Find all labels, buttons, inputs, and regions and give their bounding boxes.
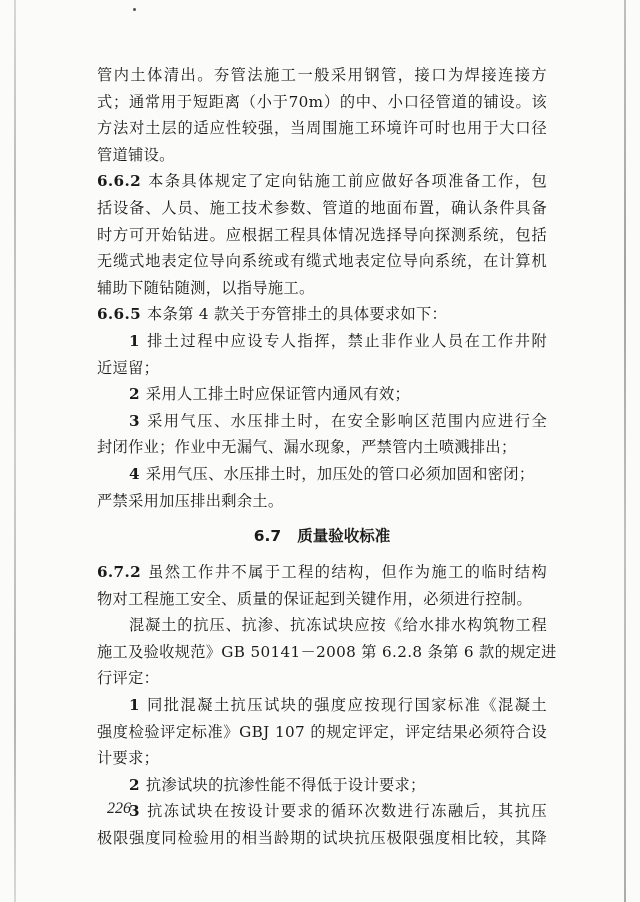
text-line (97, 719, 547, 746)
text-block-before-section (97, 62, 547, 514)
text-line (97, 665, 547, 692)
line-text: 抗冻试块在按设计要求的循环次数进行冻融后，其抗压 (145, 802, 547, 821)
line-text: 封闭作业；作业中无漏气、漏水现象，严禁管内土喷溅排出； (97, 438, 517, 457)
text-line (97, 798, 547, 825)
line-text: 计要求； (97, 749, 160, 768)
clause-number: 6.6.2 (97, 172, 142, 191)
text-line (97, 355, 547, 382)
clause-number: 1 (129, 696, 140, 715)
line-text: 本条具体规定了定向钻施工前应做好各项准备工作，包 (147, 172, 547, 191)
line-text: 极限强度同检验用的相当龄期的试块抗压极限强度相比较，其降 (97, 829, 547, 848)
text-line (97, 248, 547, 275)
text-line (97, 115, 547, 142)
page-body (97, 62, 557, 852)
text-line (97, 612, 547, 639)
text-line (97, 89, 547, 116)
line-text: 近逗留； (97, 358, 160, 377)
line-text: 括设备、人员、施工技术参数、管道的地面布置，确认条件具备 (97, 198, 547, 217)
text-line (97, 381, 547, 408)
line-text: 物对工程施工安全、质量的保证起到关键作用，必须进行控制。 (97, 589, 533, 608)
line-text: 强度检验评定标准》GBJ 107 的规定评定，评定结果必须符合设 (97, 722, 547, 741)
text-line (97, 301, 547, 328)
section-title: 质量验收标准 (297, 527, 391, 546)
text-line (97, 62, 547, 89)
line-text: 采用人工排土时应保证管内通风有效； (145, 385, 411, 404)
clause-number: 3 (129, 411, 140, 430)
page-left-edge (14, 0, 16, 902)
line-text: 采用气压、水压排土时，在安全影响区范围内应进行全 (145, 411, 547, 430)
line-text: 排土过程中应设专人指挥，禁止非作业人员在工作井附 (145, 331, 547, 350)
line-text: 方法对土层的适应性较强，当周围施工环境许可时也用于大口径 (97, 119, 547, 138)
line-text: 混凝土的抗压、抗渗、抗冻试块应按《给水排水构筑物工程 (129, 616, 547, 635)
section-number: 6.7 (253, 527, 282, 546)
line-text: 严禁采用加压排出剩余土。 (97, 491, 284, 510)
text-line (97, 461, 547, 488)
text-line (97, 745, 547, 772)
text-line (97, 488, 547, 515)
line-text: 行评定： (97, 669, 160, 688)
text-line (97, 195, 547, 222)
text-line (97, 142, 547, 169)
page-right-edge (624, 0, 626, 902)
line-text: 辅助下随钻随测，以指导施工。 (97, 278, 315, 297)
clause-number: 1 (129, 331, 140, 350)
text-line (97, 222, 547, 249)
text-line (97, 772, 547, 799)
page-number: 226 (107, 800, 131, 817)
clause-number: 4 (129, 464, 140, 483)
text-line (97, 825, 547, 852)
line-text: 采用气压、水压排土时，加压处的管口必须加固和密闭； (145, 464, 535, 483)
line-text: 虽然工作井不属于工程的结构，但作为施工的临时结构 (147, 563, 547, 582)
clause-number: 6.7.2 (97, 563, 142, 582)
scan-speck (133, 8, 136, 11)
clause-number: 6.6.5 (97, 305, 142, 324)
text-line (97, 692, 547, 719)
text-line (97, 586, 547, 613)
text-block-after-section (97, 559, 557, 852)
line-text: 管道铺设。 (97, 145, 175, 164)
text-line (97, 408, 547, 435)
text-line (97, 559, 547, 586)
line-text: 施工及验收规范》GB 50141－2008 第 6.2.8 条第 6 款的规定进 (97, 642, 557, 661)
line-text: 无缆式地表定位导向系统或有缆式地表定位导向系统，在计算机 (97, 252, 547, 271)
clause-number: 2 (129, 385, 140, 404)
text-line (97, 328, 547, 355)
line-text: 式；通常用于短距离（小于70m）的中、小口径管道的铺设。该 (97, 92, 547, 111)
line-text: 时方可开始钻进。应根据工程具体情况选择导向探测系统，包括 (97, 225, 547, 244)
text-line (97, 168, 547, 195)
section-heading (97, 514, 547, 559)
text-line (97, 275, 547, 302)
clause-number: 2 (129, 775, 140, 794)
line-text: 同批混凝土抗压试块的强度应按现行国家标准《混凝土 (145, 696, 547, 715)
clause-number: 3 (129, 802, 140, 821)
line-text: 本条第 4 款关于夯管排土的具体要求如下： (147, 305, 448, 324)
line-text: 抗渗试块的抗渗性能不得低于设计要求； (145, 775, 426, 794)
text-line (97, 639, 557, 666)
text-line (97, 434, 547, 461)
line-text: 管内土体清出。夯管法施工一般采用钢管，接口为焊接连接方 (97, 66, 547, 84)
